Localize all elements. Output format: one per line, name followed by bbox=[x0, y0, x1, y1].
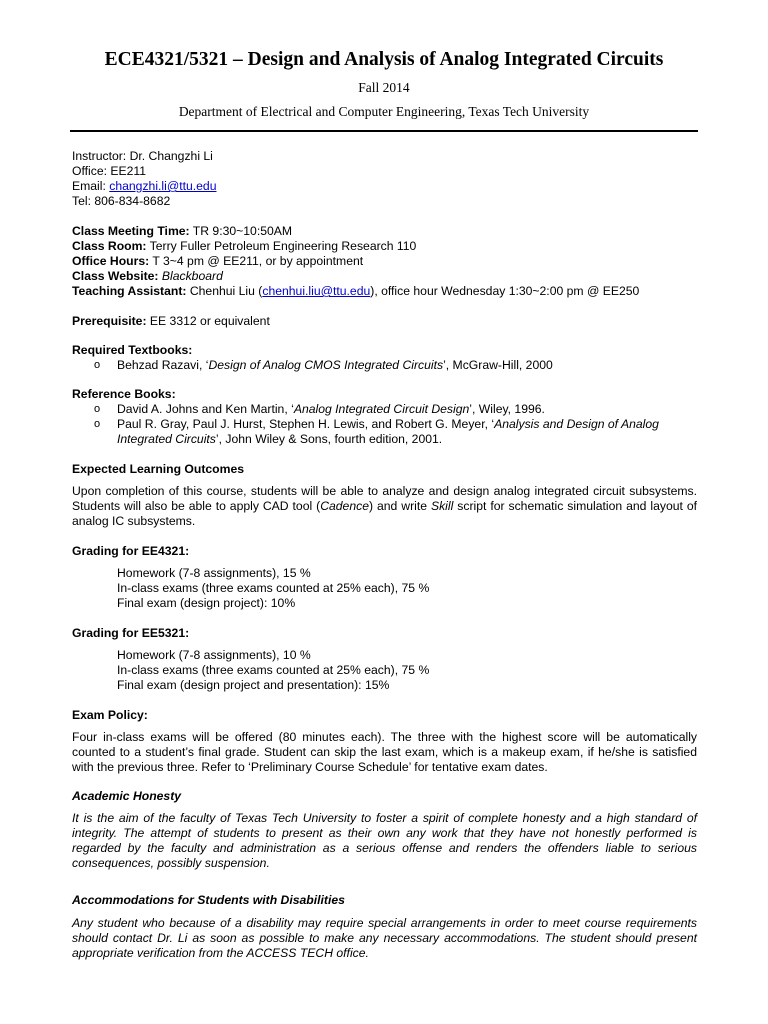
honesty-paragraph: It is the aim of the faculty of Texas Tech University to foster a spirit of complete honesty and a high standard of integrity. The attempt of students to present as their own any work that they have not honestly performed is regarded by the faculty and administration as a serious offense and renders the offenders liable to serious consequences, possibly suspension. bbox=[72, 811, 697, 870]
exam-policy-paragraph: Four in-class exams will be offered (80 minutes each). The three with the highest score will be automatically counted to a student’s final grade. Student can skip the last exam, which is a makeup exam, if he/she is satisfied with the previous three. Refer to ‘Preliminary Course Schedule’ for tentative exam dates. bbox=[72, 730, 697, 774]
reference-publisher: ’, John Wiley & Sons, fourth edition, 2001. bbox=[215, 432, 443, 446]
class-room-value: Terry Fuller Petroleum Engineering Research 110 bbox=[146, 239, 417, 253]
class-room bbox=[72, 239, 416, 254]
header-divider bbox=[70, 130, 698, 132]
textbooks-heading: Required Textbooks: bbox=[72, 343, 193, 357]
textbook-title: Design of Analog CMOS Integrated Circuits bbox=[208, 358, 444, 372]
grading-item: Homework (7-8 assignments), 15 % bbox=[117, 566, 311, 580]
outcomes-heading: Expected Learning Outcomes bbox=[72, 462, 245, 476]
outcomes-text: ) and write bbox=[369, 499, 431, 513]
class-website-label: Class Website: bbox=[72, 269, 159, 283]
grading-item: Homework (7-8 assignments), 10 % bbox=[117, 648, 311, 662]
outcomes-paragraph bbox=[72, 484, 697, 529]
grading-item: In-class exams (three exams counted at 25% each), 75 % bbox=[117, 581, 430, 595]
bullet-marker: o bbox=[94, 359, 101, 371]
reference-author: Paul R. Gray, Paul J. Hurst, Stephen H. Lewis, and Robert G. Meyer, ‘ bbox=[117, 417, 495, 431]
grading-5321-heading: Grading for EE5321: bbox=[72, 626, 190, 640]
office-hours-value: T 3~4 pm @ EE211, or by appointment bbox=[149, 254, 364, 268]
email-label: Email: bbox=[72, 179, 110, 193]
reference-book-item bbox=[117, 417, 659, 432]
grading-item: Final exam (design project and presentation): 15% bbox=[117, 678, 390, 692]
ta-email-link[interactable]: chenhui.liu@ttu.edu bbox=[262, 284, 371, 298]
reference-title: Analysis and Design of Analog bbox=[494, 417, 659, 431]
prerequisite-label: Prerequisite: bbox=[72, 314, 147, 328]
teaching-assistant bbox=[72, 284, 639, 299]
cadence-term: Cadence bbox=[320, 499, 369, 513]
reference-books-heading: Reference Books: bbox=[72, 387, 176, 401]
instructor: Instructor: Dr. Changzhi Li bbox=[72, 149, 213, 163]
office: Office: EE211 bbox=[72, 164, 147, 178]
reference-book-item-cont bbox=[117, 432, 442, 447]
meeting-time bbox=[72, 224, 292, 239]
honesty-heading: Academic Honesty bbox=[72, 789, 182, 803]
textbook-author: Behzad Razavi, ‘ bbox=[117, 358, 209, 372]
reference-title-cont: Integrated Circuits bbox=[117, 432, 216, 446]
meeting-time-value: TR 9:30~10:50AM bbox=[189, 224, 293, 238]
exam-policy-heading: Exam Policy: bbox=[72, 708, 148, 722]
reference-book-item bbox=[117, 402, 545, 417]
prerequisite bbox=[72, 314, 270, 329]
accommodations-paragraph: Any student who because of a disability may require special arrangements in order to meet course requirements should contact Dr. Li as soon as possible to make any necessary accommodations. The student should present appropriate verification from the ACCESS TECH office. bbox=[72, 916, 697, 960]
ta-office-hour: ), office hour Wednesday 1:30~2:00 pm @ EE250 bbox=[370, 284, 640, 298]
grading-item: Final exam (design project): 10% bbox=[117, 596, 296, 610]
page-title: ECE4321/5321 – Design and Analysis of Analog Integrated Circuits bbox=[104, 49, 664, 70]
prerequisite-value: EE 3312 or equivalent bbox=[146, 314, 270, 328]
textbook-item bbox=[117, 358, 553, 373]
class-website bbox=[72, 269, 223, 284]
telephone: Tel: 806-834-8682 bbox=[72, 194, 171, 208]
term: Fall 2014 bbox=[358, 80, 410, 95]
office-hours-label: Office Hours: bbox=[72, 254, 150, 268]
outcomes-text: Upon completion of this course, students will be able to analyze and design analog integrated circuit subsystems. Students will also be able to apply CAD tool ( bbox=[72, 484, 697, 513]
bullet-marker: o bbox=[94, 403, 101, 415]
bullet-marker: o bbox=[94, 418, 101, 430]
skill-term: Skill bbox=[430, 499, 454, 513]
reference-publisher: ’, Wiley, 1996. bbox=[469, 402, 545, 416]
ta-label: Teaching Assistant: bbox=[72, 284, 187, 298]
reference-author: David A. Johns and Ken Martin, ‘ bbox=[117, 402, 294, 416]
department: Department of Electrical and Computer Engineering, Texas Tech University bbox=[178, 104, 590, 119]
grading-4321-heading: Grading for EE4321: bbox=[72, 544, 190, 558]
meeting-time-label: Class Meeting Time: bbox=[72, 224, 190, 238]
outcomes-text: script for schematic simulation and layout of analog IC subsystems. bbox=[72, 499, 697, 528]
email-line bbox=[72, 179, 216, 194]
accommodations-heading: Accommodations for Students with Disabilities bbox=[72, 893, 345, 907]
textbook-publisher: ’, McGraw-Hill, 2000 bbox=[443, 358, 553, 372]
instructor-email-link[interactable]: changzhi.li@ttu.edu bbox=[109, 179, 217, 193]
class-website-value: Blackboard bbox=[161, 269, 223, 283]
ta-name: Chenhui Liu ( bbox=[186, 284, 263, 298]
office-hours bbox=[72, 254, 363, 269]
grading-item: In-class exams (three exams counted at 25% each), 75 % bbox=[117, 663, 430, 677]
reference-title: Analog Integrated Circuit Design bbox=[293, 402, 470, 416]
class-room-label: Class Room: bbox=[72, 239, 147, 253]
